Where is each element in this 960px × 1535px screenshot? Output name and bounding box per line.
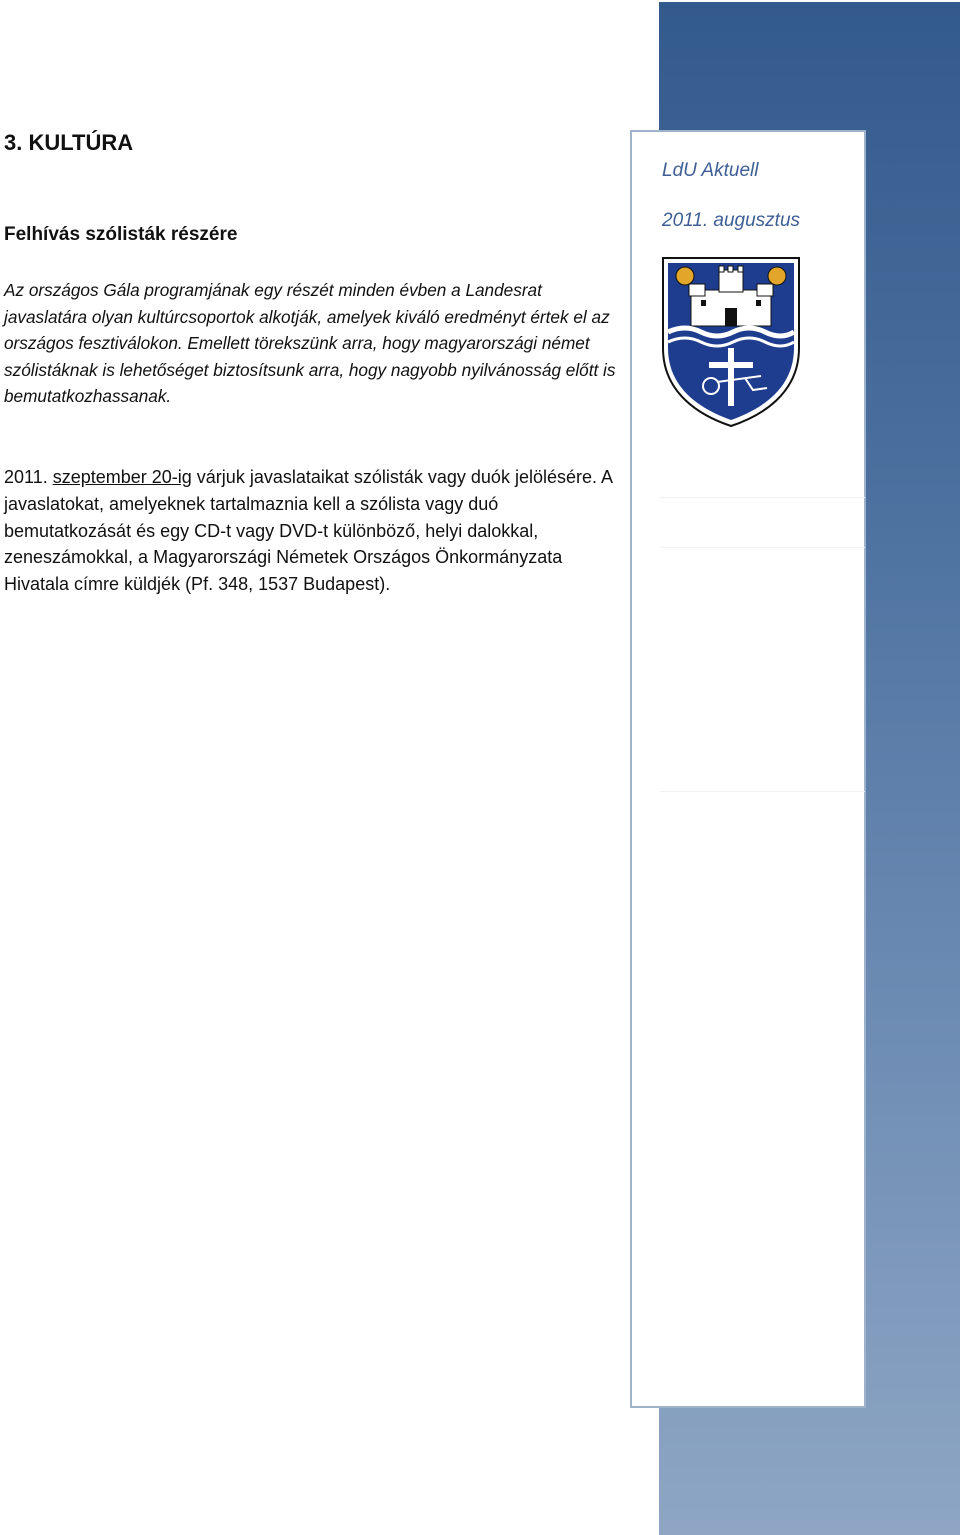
deadline-year: 2011. (4, 467, 53, 487)
sidebar-divider (660, 791, 865, 792)
article-intro-paragraph: Az országos Gála programjának egy részét minden évben a Landesrat javaslatára olyan kultúrcsoportok alkotják, amelyek kiváló eredményt értek el az országos fesztiválokon. Emellett törekszünk arra, hogy magyarországi német szólistáknak is lehetőséget biztosítsunk arra, hogy nagyobb nyilvánosság előtt is bemutatkozhassanak. (4, 280, 616, 407)
article-heading: Felhívás szólisták részére (4, 224, 238, 245)
publication-date: 2011. augusztus (662, 210, 801, 231)
publication-name: LdU Aktuell (662, 160, 759, 181)
deadline-date: szeptember 20-ig (52, 467, 192, 487)
coat-of-arms-icon (661, 256, 801, 428)
sidebar-divider (660, 547, 865, 548)
article-body-paragraph (4, 464, 629, 598)
body-text: várjuk javaslataikat szólisták vagy duók jelölésére. A javaslatokat, amelyeknek tartalmaznia kell a szólista vagy duó bemutatkozását és egy CD-t vagy DVD-t különböző, helyi dalokkal, zeneszámokkal, a Magyarországi Németek Országos Önkormányzata Hivatala címre küldjék (Pf. 348, 1537 Budapest). (4, 467, 613, 595)
section-title: 3. KULTÚRA (4, 130, 134, 155)
sidebar-divider (660, 497, 865, 498)
